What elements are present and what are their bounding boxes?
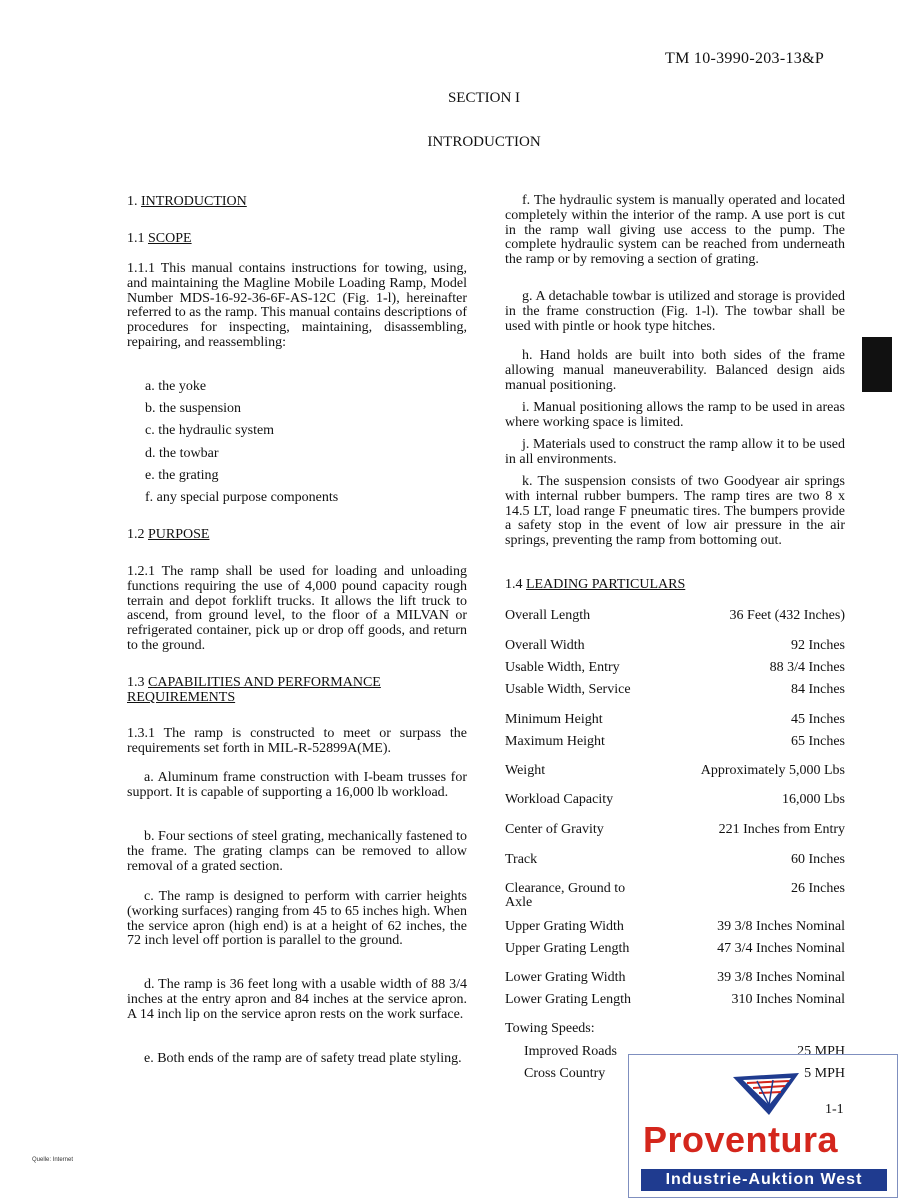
page-title: INTRODUCTION: [427, 134, 541, 150]
spec-row: [505, 638, 845, 654]
spec-value: 47 3/4 Inches Nominal: [717, 941, 845, 956]
spec-label: Weight: [505, 763, 546, 778]
spec-value: 221 Inches from Entry: [718, 822, 845, 837]
paragraph-g: g. A detachable towbar is utilized and storage is provided in the frame construction (Fig. 1-l). The towbar shall be used with pintle or hook type hitches.: [505, 289, 845, 334]
heading-number: 1.3: [127, 675, 145, 690]
spec-value: 84 Inches: [790, 682, 845, 697]
spec-value: 26 Inches: [790, 881, 845, 896]
list-item: e. the grating: [145, 467, 219, 483]
spec-value: 36 Feet (432 Inches): [729, 608, 845, 623]
spec-value: 39 3/8 Inches Nominal: [717, 970, 845, 985]
page-number: 1-1: [825, 1102, 844, 1117]
paragraph-k: k. The suspension consists of two Goodyear air springs with internal rubber bumpers. The ramp tires are two 8 x 14.5 LT, load range F pneumatic tires. The bumpers provide a safety stop in the event of low air pressure in the air springs, preventing the ramp from bottoming out.: [505, 474, 845, 549]
heading-number: 1.: [127, 194, 138, 209]
spec-row: [505, 682, 845, 698]
paragraph-c: c. The ramp is designed to perform with carrier heights (working surfaces) ranging from 45 to 65 inches high. When the service apron (high end) is at a height of 62 inches, the 72 inch level off portion is parallel to the ground.: [127, 889, 467, 949]
spec-value: 65 Inches: [790, 734, 845, 749]
spec-label: Overall Length: [505, 608, 591, 623]
spec-row: [505, 919, 845, 935]
spec-label: Minimum Height: [505, 712, 603, 727]
spec-label: Lower Grating Width: [505, 970, 626, 985]
paragraph-a: a. Aluminum frame construction with I-beam trusses for support. It is capable of supporting a 16,000 lb workload.: [127, 770, 467, 800]
heading-text: PURPOSE: [148, 527, 210, 542]
list-item: a. the yoke: [145, 379, 207, 394]
spec-row: [505, 660, 845, 676]
spec-row: [505, 970, 845, 986]
heading-introduction: [127, 195, 467, 210]
brand-name: Proventura: [643, 1119, 839, 1160]
spec-label: Center of Gravity: [505, 822, 604, 837]
spec-row: [505, 712, 845, 728]
document-number: TM 10-3990-203-13&P: [665, 50, 825, 67]
spec-label: Maximum Height: [505, 734, 605, 749]
spec-value: 45 Inches: [790, 712, 845, 727]
spec-value: Approximately 5,000 Lbs: [700, 763, 845, 778]
paragraph-1-1-1: 1.1.1 This manual contains instructions for towing, using, and maintaining the Magline Mobile Loading Ramp, Model Number MDS-16-92-36-6F-AS-12C (Fig. 1-l), hereinafter referred to as the ramp. This manual contains descriptions of procedures for inspecting, maintaining, disassembling, repairing, and reassembling:: [127, 261, 467, 350]
proventura-logo-icon: [729, 1069, 809, 1119]
spec-value: 92 Inches: [790, 638, 845, 653]
towing-speeds-label: Towing Speeds:: [505, 1021, 595, 1036]
spec-label: Overall Width: [505, 638, 585, 653]
spec-row: [505, 792, 845, 808]
spec-label: Clearance, Ground to Axle: [505, 881, 626, 910]
proventura-watermark: [628, 1054, 898, 1198]
heading-purpose: [127, 528, 467, 543]
spec-value: 88 3/4 Inches: [769, 660, 845, 675]
heading-text: CAPABILITIES AND PERFORMANCE REQUIREMENTS: [127, 675, 381, 705]
spec-row: [505, 992, 845, 1008]
spec-value: 60 Inches: [790, 852, 845, 867]
spec-value: 5 MPH: [804, 1066, 845, 1081]
heading-number: 1.2: [127, 527, 145, 542]
spec-label: Track: [505, 852, 538, 867]
heading-scope: [127, 232, 467, 247]
spec-row: [505, 882, 845, 910]
spec-label: Lower Grating Length: [505, 992, 631, 1007]
paragraph-j: j. Materials used to construct the ramp allow it to be used in all environments.: [505, 437, 845, 467]
spec-value: 16,000 Lbs: [782, 792, 845, 807]
spec-label: Workload Capacity: [505, 792, 614, 807]
spec-value: 310 Inches Nominal: [731, 992, 845, 1007]
paragraph-f: f. The hydraulic system is manually operated and located completely within the interior of the ramp. A use port is cut in the ramp wall giving use access to the pump. The complete hydraulic system can be reached from underneath the ramp or by removing a section of grating.: [505, 193, 845, 268]
paragraph-e: e. Both ends of the ramp are of safety tread plate styling.: [144, 1051, 462, 1066]
section-tab-marker: [862, 337, 892, 392]
paragraph-d: d. The ramp is 36 feet long with a usable width of 88 3/4 inches at the entry apron and 84 inches at the service apron. A 14 inch lip on the service apron rests on the work surface.: [127, 977, 467, 1022]
spec-label: Usable Width, Entry: [505, 660, 620, 675]
list-item: c. the hydraulic system: [145, 423, 275, 439]
paragraph-b: b. Four sections of steel grating, mechanically fastened to the frame. The grating clamps can be removed to allow removal of a grated section.: [127, 829, 467, 874]
heading-text: LEADING PARTICULARS: [526, 577, 686, 592]
spec-label: Upper Grating Length: [505, 941, 630, 956]
heading-text: SCOPE: [148, 231, 192, 246]
spec-label: Improved Roads: [524, 1044, 617, 1059]
spec-value: 39 3/8 Inches Nominal: [717, 919, 845, 934]
list-item: b. the suspension: [145, 401, 242, 417]
heading-capabilities: [127, 676, 467, 706]
paragraph-1-3-1: 1.3.1 The ramp is constructed to meet or surpass the requirements set forth in MIL-R-52899A(ME).: [127, 726, 467, 756]
heading-text: INTRODUCTION: [141, 194, 247, 209]
spec-row: [505, 822, 845, 838]
brand-tagline: Industrie-Auktion West: [641, 1169, 887, 1191]
spec-row: [505, 608, 845, 624]
paragraph-1-2-1: 1.2.1 The ramp shall be used for loading and unloading functions requiring the use of 4,000 pound capacity rough terrain and depot forklift trucks. It allows the lift truck to ascend, from ground level, to the floor of a MILVAN or refrigerated container, pick up or drop off goods, and return to the ground.: [127, 564, 467, 653]
heading-leading-particulars: [505, 578, 845, 593]
heading-number: 1.4: [505, 577, 523, 592]
list-item: f. any special purpose components: [145, 489, 339, 505]
spec-label: Upper Grating Width: [505, 919, 624, 934]
component-list: [127, 380, 467, 513]
spec-value: 25 MPH: [797, 1044, 845, 1059]
spec-label: Usable Width, Service: [505, 682, 631, 697]
spec-row: [505, 763, 845, 779]
spec-label: Cross Country: [524, 1066, 606, 1081]
section-label: SECTION I: [447, 90, 521, 106]
spec-row: [505, 852, 845, 868]
source-note: Quelle: Internet: [32, 1157, 74, 1163]
spec-row: [505, 734, 845, 750]
paragraph-i: i. Manual positioning allows the ramp to be used in areas where working space is limited.: [505, 400, 845, 430]
heading-number: 1.1: [127, 231, 145, 246]
paragraph-h: h. Hand holds are built into both sides of the frame allowing manual maneuverability. Balanced design aids manual positioning.: [505, 348, 845, 393]
list-item: d. the towbar: [145, 445, 219, 461]
spec-row: [505, 941, 845, 957]
